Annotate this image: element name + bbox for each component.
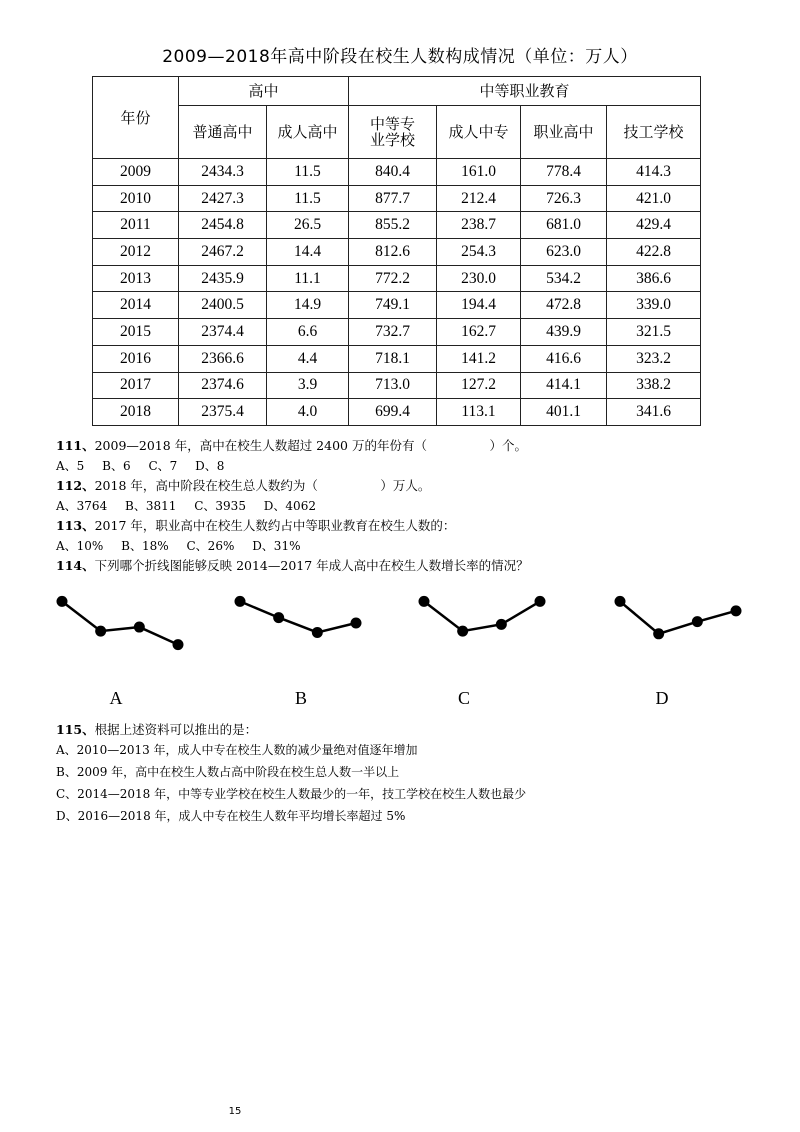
value-cell: 162.7 xyxy=(437,319,521,346)
value-cell: 127.2 xyxy=(437,372,521,399)
question-115 xyxy=(56,722,257,738)
table-row xyxy=(93,239,701,266)
table-row xyxy=(93,265,701,292)
option[interactable]: D、8 xyxy=(195,459,225,473)
option[interactable]: A、5 xyxy=(56,459,85,473)
value-cell: 472.8 xyxy=(521,292,607,319)
value-cell: 339.0 xyxy=(607,292,701,319)
value-cell: 416.6 xyxy=(521,345,607,372)
question-number: 115、 xyxy=(56,722,95,737)
value-cell: 877.7 xyxy=(349,185,437,212)
question-number: 114、 xyxy=(56,558,95,573)
year-cell: 2013 xyxy=(93,265,179,292)
option[interactable]: B、3811 xyxy=(125,499,177,513)
value-cell: 2374.6 xyxy=(179,372,267,399)
value-cell: 238.7 xyxy=(437,212,521,239)
value-cell: 386.6 xyxy=(607,265,701,292)
option[interactable]: B、6 xyxy=(102,459,131,473)
value-cell: 623.0 xyxy=(521,239,607,266)
table-row xyxy=(93,399,701,426)
value-cell: 439.9 xyxy=(521,319,607,346)
value-cell: 772.2 xyxy=(349,265,437,292)
data-point xyxy=(95,626,106,637)
option-115-b[interactable]: B、2009 年，高中在校生人数占高中阶段在校生总人数一半以上 xyxy=(56,765,400,779)
table-title: 2009—2018年高中阶段在校生人数构成情况（单位：万人） xyxy=(162,47,638,67)
column-header: 技工学校 xyxy=(607,106,701,159)
series-line xyxy=(240,601,356,632)
data-point xyxy=(535,596,546,607)
value-cell: 718.1 xyxy=(349,345,437,372)
options-111 xyxy=(56,458,238,474)
question-114 xyxy=(56,558,529,574)
value-cell: 230.0 xyxy=(437,265,521,292)
table-row xyxy=(93,345,701,372)
question-number: 113、 xyxy=(56,518,95,533)
option-115-d[interactable]: D、2016—2018 年，成人中专在校生人数年平均增长率超过 5% xyxy=(56,809,406,823)
value-cell: 422.8 xyxy=(607,239,701,266)
value-cell: 429.4 xyxy=(607,212,701,239)
year-cell: 2014 xyxy=(93,292,179,319)
year-cell: 2010 xyxy=(93,185,179,212)
value-cell: 2467.2 xyxy=(179,239,267,266)
value-cell: 732.7 xyxy=(349,319,437,346)
table-row xyxy=(93,185,701,212)
data-point xyxy=(615,596,626,607)
data-point xyxy=(351,618,362,629)
value-cell: 749.1 xyxy=(349,292,437,319)
year-cell: 2018 xyxy=(93,399,179,426)
value-cell: 141.2 xyxy=(437,345,521,372)
value-cell: 254.3 xyxy=(437,239,521,266)
enrollment-table xyxy=(92,76,701,426)
value-cell: 401.1 xyxy=(521,399,607,426)
question-112 xyxy=(56,478,430,494)
value-cell: 2434.3 xyxy=(179,159,267,186)
data-point xyxy=(653,628,664,639)
line-chart-d[interactable] xyxy=(608,588,748,658)
year-cell: 2011 xyxy=(93,212,179,239)
data-point xyxy=(134,622,145,633)
data-point xyxy=(235,596,246,607)
data-point xyxy=(457,626,468,637)
value-cell: 4.0 xyxy=(267,399,349,426)
data-point xyxy=(312,627,323,638)
column-header: 职业高中 xyxy=(521,106,607,159)
value-cell: 699.4 xyxy=(349,399,437,426)
option[interactable]: D、4062 xyxy=(263,499,316,513)
option[interactable]: C、3935 xyxy=(194,499,246,513)
column-header: 成人中专 xyxy=(437,106,521,159)
question-text: 根据上述资料可以推出的是： xyxy=(94,722,258,737)
value-cell: 11.5 xyxy=(267,185,349,212)
value-cell: 323.2 xyxy=(607,345,701,372)
value-cell: 161.0 xyxy=(437,159,521,186)
value-cell: 11.1 xyxy=(267,265,349,292)
year-cell: 2009 xyxy=(93,159,179,186)
series-line xyxy=(424,601,540,631)
year-cell: 2015 xyxy=(93,319,179,346)
question-113 xyxy=(56,518,455,534)
data-point xyxy=(173,639,184,650)
chart-label-b: B xyxy=(294,688,307,708)
table-row xyxy=(93,319,701,346)
option[interactable]: D、31% xyxy=(252,539,301,553)
option-115-a[interactable]: A、2010—2013 年，成人中专在校生人数的减少量绝对值逐年增加 xyxy=(56,743,418,757)
column-header: 普通高中 xyxy=(179,106,267,159)
option[interactable]: C、7 xyxy=(148,459,178,473)
value-cell: 26.5 xyxy=(267,212,349,239)
question-text: 2018 年，高中阶段在校生总人数约为（ ）万人。 xyxy=(94,478,431,493)
value-cell: 4.4 xyxy=(267,345,349,372)
column-header: 成人高中 xyxy=(267,106,349,159)
question-111 xyxy=(56,438,527,454)
value-cell: 14.4 xyxy=(267,239,349,266)
table-row xyxy=(93,372,701,399)
value-cell: 2435.9 xyxy=(179,265,267,292)
series-line xyxy=(62,601,178,644)
page-number: 15 xyxy=(228,1106,242,1117)
data-point xyxy=(419,596,430,607)
value-cell: 681.0 xyxy=(521,212,607,239)
value-cell: 778.4 xyxy=(521,159,607,186)
data-point xyxy=(273,612,284,623)
question-text: 2009—2018 年，高中在校生人数超过 2400 万的年份有（ ）个。 xyxy=(94,438,527,453)
value-cell: 212.4 xyxy=(437,185,521,212)
value-cell: 840.4 xyxy=(349,159,437,186)
column-header: 中等专业学校 xyxy=(349,106,437,159)
value-cell: 2400.5 xyxy=(179,292,267,319)
question-text: 2017 年，职业高中在校生人数约占中等职业教育在校生人数的： xyxy=(94,518,456,533)
year-header: 年份 xyxy=(93,77,179,159)
value-cell: 713.0 xyxy=(349,372,437,399)
value-cell: 2375.4 xyxy=(179,399,267,426)
value-cell: 321.5 xyxy=(607,319,701,346)
chart-label-d: D xyxy=(655,688,669,708)
data-point xyxy=(692,616,703,627)
chart-label-a: A xyxy=(109,688,123,708)
year-cell: 2016 xyxy=(93,345,179,372)
series-line xyxy=(620,601,736,633)
question-number: 111、 xyxy=(56,438,95,453)
table-row xyxy=(93,212,701,239)
option[interactable]: B、18% xyxy=(121,539,169,553)
value-cell: 812.6 xyxy=(349,239,437,266)
data-point xyxy=(731,605,742,616)
option-115-c[interactable]: C、2014—2018 年，中等专业学校在校生人数最少的一年，技工学校在校生人数也最少 xyxy=(56,787,527,801)
value-cell: 414.3 xyxy=(607,159,701,186)
group-header-vocational: 中等职业教育 xyxy=(349,77,701,106)
value-cell: 855.2 xyxy=(349,212,437,239)
year-cell: 2012 xyxy=(93,239,179,266)
value-cell: 2366.6 xyxy=(179,345,267,372)
table-row xyxy=(93,159,701,186)
value-cell: 414.1 xyxy=(521,372,607,399)
option[interactable]: A、10% xyxy=(56,539,104,553)
value-cell: 11.5 xyxy=(267,159,349,186)
line-chart-c[interactable] xyxy=(412,588,552,658)
value-cell: 113.1 xyxy=(437,399,521,426)
line-chart-b[interactable] xyxy=(228,588,368,658)
value-cell: 3.9 xyxy=(267,372,349,399)
year-cell: 2017 xyxy=(93,372,179,399)
question-text: 下列哪个折线图能够反映 2014—2017 年成人高中在校生人数增长率的情况？ xyxy=(94,558,529,573)
value-cell: 194.4 xyxy=(437,292,521,319)
value-cell: 2427.3 xyxy=(179,185,267,212)
table-body xyxy=(93,159,701,426)
value-cell: 6.6 xyxy=(267,319,349,346)
value-cell: 14.9 xyxy=(267,292,349,319)
data-point xyxy=(496,619,507,630)
value-cell: 338.2 xyxy=(607,372,701,399)
value-cell: 421.0 xyxy=(607,185,701,212)
group-header-high-school: 高中 xyxy=(179,77,349,106)
value-cell: 341.6 xyxy=(607,399,701,426)
chart-label-c: C xyxy=(457,688,470,708)
line-chart-a[interactable] xyxy=(50,588,190,658)
question-number: 112、 xyxy=(56,478,95,493)
options-113 xyxy=(56,538,314,554)
option[interactable]: C、26% xyxy=(186,539,235,553)
value-cell: 726.3 xyxy=(521,185,607,212)
value-cell: 2374.4 xyxy=(179,319,267,346)
data-point xyxy=(57,596,68,607)
value-cell: 2454.8 xyxy=(179,212,267,239)
options-112 xyxy=(56,498,330,514)
option[interactable]: A、3764 xyxy=(56,499,108,513)
value-cell: 534.2 xyxy=(521,265,607,292)
table-row xyxy=(93,292,701,319)
